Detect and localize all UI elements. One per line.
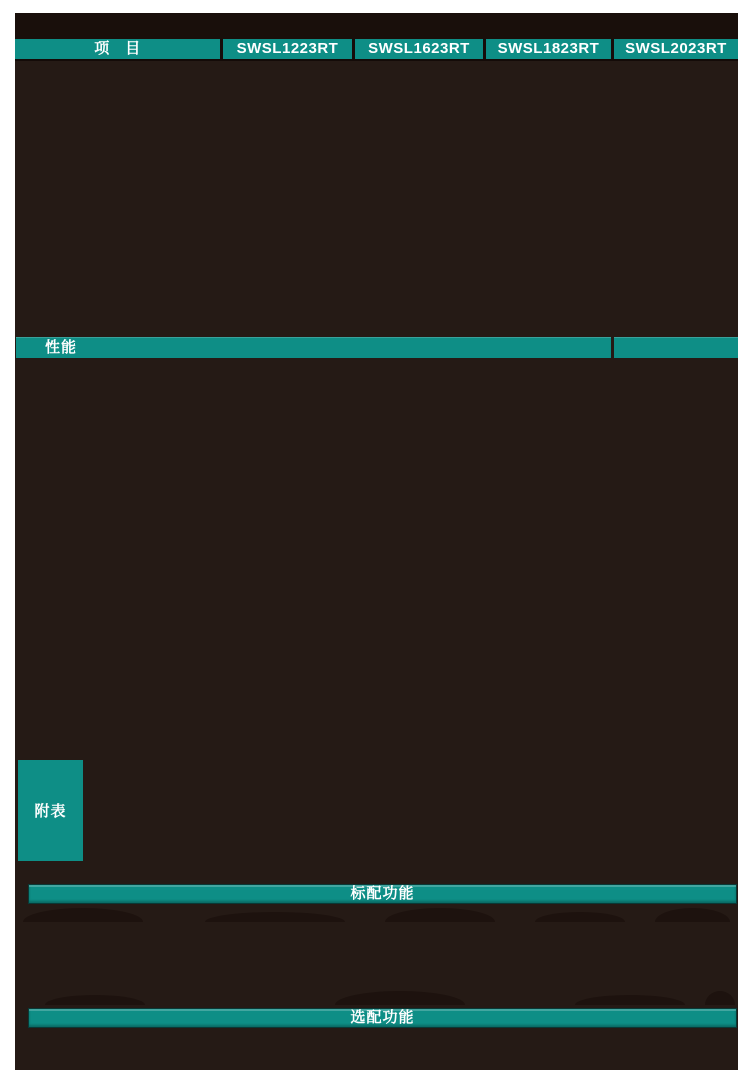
appendix-tab xyxy=(18,760,83,861)
ghost-artifact-row xyxy=(15,904,738,926)
header-cell-model-swsl2023rt: SWSL2023RT xyxy=(614,39,738,59)
dark-page-area xyxy=(15,13,738,1070)
performance-section-bar-right-segment xyxy=(614,337,738,358)
header-cell-model-swsl1223rt: SWSL1223RT xyxy=(223,39,352,59)
appendix-tab-label: 附表 xyxy=(34,803,67,820)
optional-features-section-bar: 选配功能 xyxy=(28,1008,737,1028)
header-cell-model-swsl1823rt: SWSL1823RT xyxy=(486,39,611,59)
standard-features-section-bar: 标配功能 xyxy=(28,884,737,904)
header-cell-model-swsl1623rt: SWSL1623RT xyxy=(355,39,483,59)
performance-section-label: 性能 xyxy=(16,337,611,358)
model-table-header-row xyxy=(15,39,738,59)
ghost-artifact-row xyxy=(15,987,738,1009)
header-bottom-shadow xyxy=(15,59,738,61)
performance-section-bar xyxy=(15,337,738,358)
top-dark-band xyxy=(15,13,738,39)
header-cell-item: 项 目 xyxy=(15,39,220,59)
